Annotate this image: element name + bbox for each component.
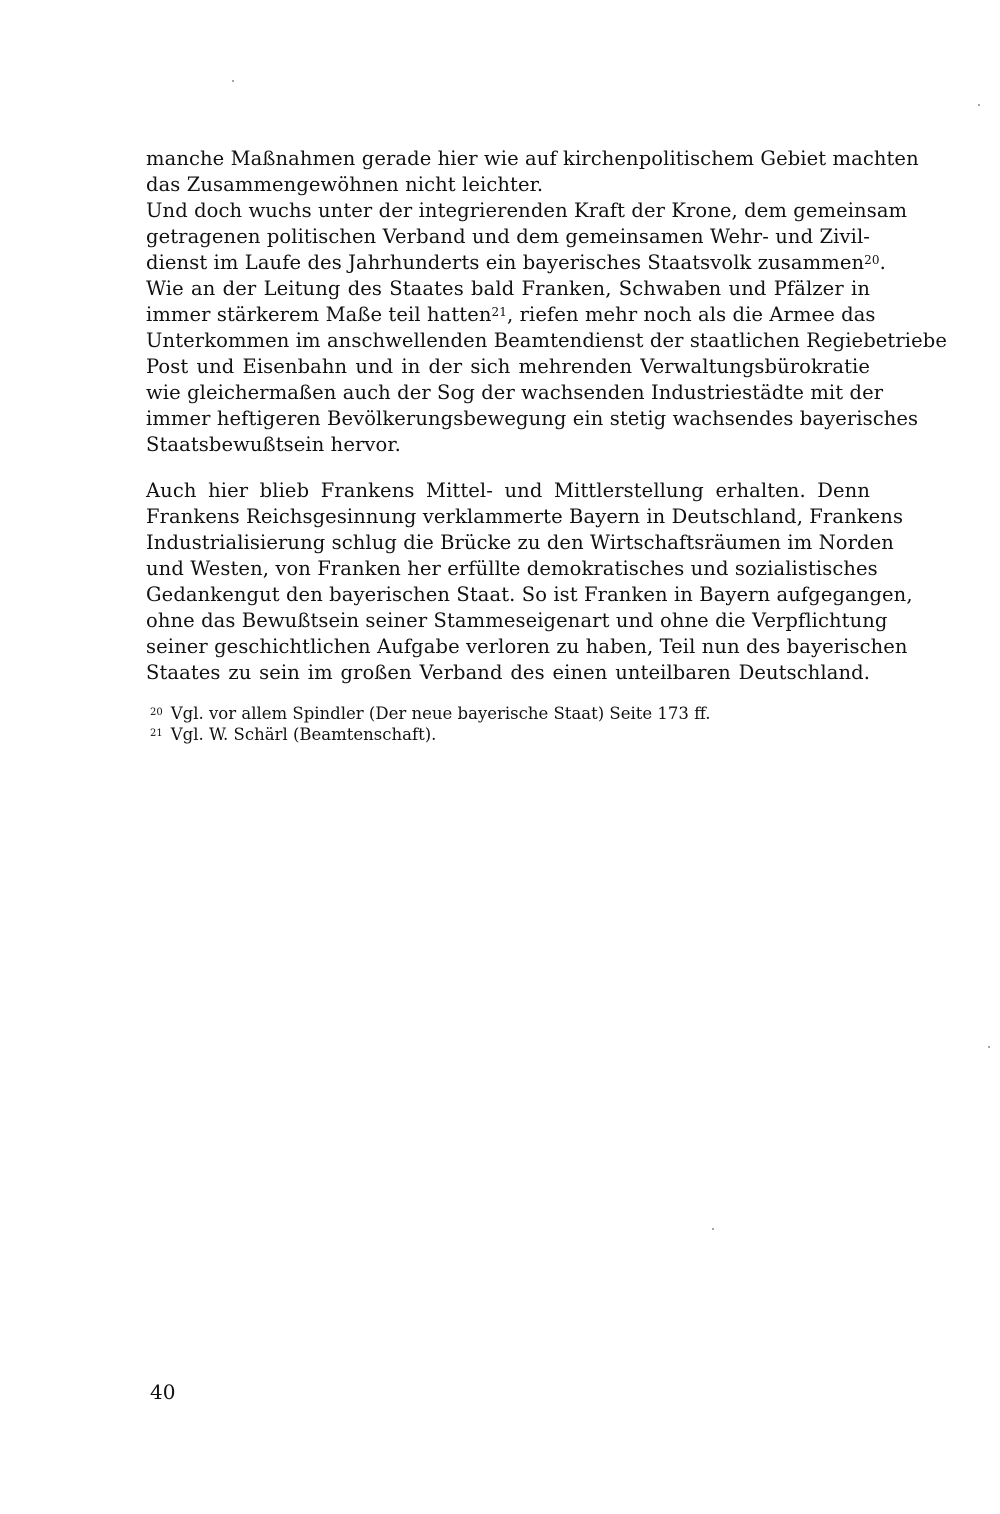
footnote-ref-21: 21 (491, 305, 508, 319)
text-line: Auch hier blieb Frankens Mittel- und Mittlerstellung erhalten. Denn (146, 479, 870, 502)
page-number: 40 (150, 1380, 176, 1404)
footnote-text: Vgl. vor allem Spindler (Der neue bayerische Staat) Seite 173 ff. (170, 704, 711, 723)
text-line: Und doch wuchs unter der integrierenden Kraft der Krone, dem gemeinsam (146, 199, 908, 222)
text-line-content: immer stärkerem Maße teil hatten (146, 303, 492, 326)
footnotes (150, 703, 850, 745)
text-line: und Westen, von Franken her erfüllte demokratisches und sozialistisches (146, 557, 878, 580)
text-line (146, 250, 886, 276)
text-line: manche Maßnahmen gerade hier wie auf kirchenpolitischem Gebiet machten (146, 147, 919, 170)
text-line: ohne das Bewußtsein seiner Stammeseigenart und ohne die Verpflichtung (146, 609, 888, 632)
body-paragraph-1 (146, 146, 947, 458)
text-line: Post und Eisenbahn und in der sich mehrenden Verwaltungsbürokratie (146, 355, 870, 378)
text-line: Staatsbewußtsein hervor. (146, 433, 401, 456)
scan-speck (988, 1046, 990, 1048)
text-line: das Zusammengewöhnen nicht leichter. (146, 173, 544, 196)
text-line: seiner geschichtlichen Aufgabe verloren zu haben, Teil nun des bayerischen (146, 635, 908, 658)
text-line-suffix: . (879, 251, 886, 274)
text-line: Gedankengut den bayerischen Staat. So ist Franken in Bayern aufgegangen, (146, 583, 913, 606)
text-line: Frankens Reichsgesinnung verklammerte Bayern in Deutschland, Frankens (146, 505, 904, 528)
footnote-text: Vgl. W. Schärl (Beamtenschaft). (170, 725, 437, 744)
text-line: Staates zu sein im großen Verband des einen unteilbaren Deutschland. (146, 661, 870, 684)
text-line: Wie an der Leitung des Staates bald Franken, Schwaben und Pfälzer in (146, 277, 870, 300)
scan-speck (978, 104, 980, 106)
footnote-ref-20: 20 (864, 253, 880, 267)
text-line-content: dienst im Laufe des Jahrhunderts ein bayerisches Staatsvolk zusammen (146, 251, 865, 274)
footnote-21 (150, 724, 850, 745)
footnote-mark: 20 (150, 707, 163, 718)
text-line: Unterkommen im anschwellenden Beamtendienst der staatlichen Regiebetriebe (146, 329, 947, 352)
scan-speck (712, 1228, 714, 1230)
text-line (146, 302, 876, 328)
text-line: immer heftigeren Bevölkerungsbewegung ein stetig wachsendes bayerisches (146, 407, 919, 430)
footnote-mark: 21 (150, 728, 163, 739)
text-line: Industrialisierung schlug die Brücke zu den Wirtschaftsräumen im Norden (146, 531, 894, 554)
text-line: wie gleichermaßen auch der Sog der wachsenden Industriestädte mit der (146, 381, 884, 404)
footnote-20 (150, 703, 850, 724)
scan-speck (232, 80, 234, 82)
text-line-suffix: , riefen mehr noch als die Armee das (507, 303, 876, 326)
body-paragraph-2 (146, 478, 913, 686)
text-line: getragenen politischen Verband und dem gemeinsamen Wehr- und Zivil- (146, 225, 870, 248)
